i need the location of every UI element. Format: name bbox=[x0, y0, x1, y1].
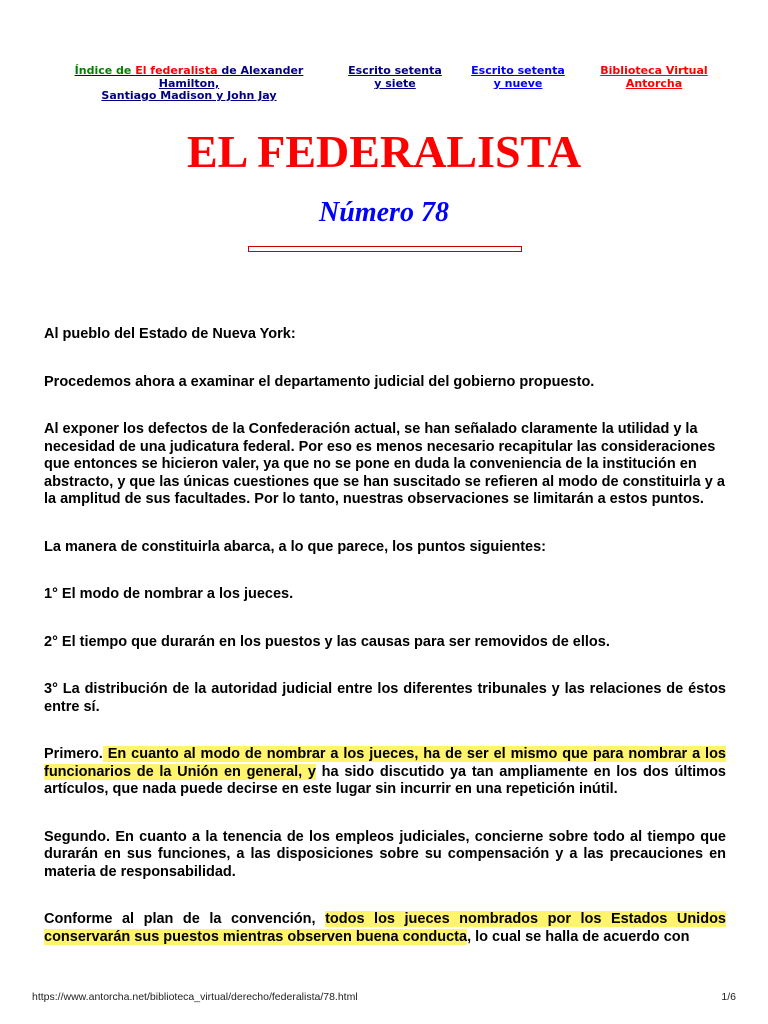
salutation: Al pueblo del Estado de Nueva York: bbox=[44, 326, 296, 342]
index-link-authors-line1: de Alexander Hamilton, bbox=[158, 64, 304, 90]
previous-link-line2: y siete bbox=[374, 76, 416, 90]
index-link-prefix: Índice de bbox=[74, 64, 136, 77]
page-title: EL FEDERALISTA bbox=[186, 126, 582, 177]
next-article-link[interactable] bbox=[468, 65, 568, 90]
next-link-line1: Escrito setenta bbox=[471, 64, 565, 77]
paragraph-first-lead: Primero. bbox=[44, 746, 103, 762]
paragraph-first bbox=[44, 746, 726, 799]
list-item-1: 1° El modo de nombrar a los jueces. bbox=[44, 586, 294, 602]
paragraph-confederation: Al exponer los defectos de la Confederación actual, se han señalado claramente la utilidad y la necesidad de una judicatura federal. Por eso es menos necesario recapitular las consideraciones que entonces se hicieron valer, ya que no se pone en duda la conveniencia de la institución en abstracto, y que las únicas cuestiones que se han suscitado se refieren al modo de constituirla y a la amplitud de sus facultades. Por lo tanto, nuestras observaciones se limitarán a estos puntos. bbox=[44, 421, 725, 507]
list-item-2: 2° El tiempo que durarán en los puestos y las causas para ser removidos de ellos. bbox=[44, 633, 610, 650]
library-link-line2: Antorcha bbox=[625, 76, 683, 90]
paragraph-convention-rest: , lo cual se halla de acuerdo con bbox=[467, 928, 690, 945]
previous-link-line1: Escrito setenta bbox=[348, 64, 442, 77]
next-link-line2: y nueve bbox=[493, 76, 543, 90]
paragraph-convention-lead: Conforme al plan de la convención, bbox=[44, 911, 326, 927]
list-item-3: 3° La distribución de la autoridad judicial entre los diferentes tribunales y las relaciones de éstos entre sí. bbox=[44, 681, 726, 715]
page-number: 1/6 bbox=[721, 991, 736, 1003]
article-body bbox=[44, 326, 726, 946]
highlighted-text: En cuanto al modo de nombrar a los jueces, ha de ser el mismo que para nombrar a los funcionarios de la Unión en general, y bbox=[44, 746, 726, 780]
paragraph-intro: Procedemos ahora a examinar el departamento judicial del gobierno propuesto. bbox=[44, 373, 595, 390]
paragraph-convention bbox=[44, 911, 726, 946]
page-url: https://www.antorcha.net/biblioteca_virtual/derecho/federalista/78.html bbox=[32, 991, 358, 1003]
paragraph-first-rest: ha sido discutido ya tan ampliamente en los dos últimos artículos, que nada puede decirse en este lugar sin incurrir en una repetición inútil. bbox=[44, 763, 726, 797]
library-link-line1: Biblioteca Virtual bbox=[600, 64, 708, 77]
index-link-authors-line2: Santiago Madison y John Jay bbox=[101, 89, 277, 102]
highlighted-text: todos los jueces nombrados por los Estados Unidos conservarán sus puestos mientras observen buena conducta bbox=[44, 911, 726, 945]
horizontal-divider bbox=[248, 246, 522, 252]
virtual-library-link[interactable] bbox=[598, 65, 710, 90]
navigation-links bbox=[0, 64, 768, 102]
paragraph-second: Segundo. En cuanto a la tenencia de los empleos judiciales, concierne sobre todo al tiempo que durarán en sus funciones, a las disposiciones sobre su compensación y a las precauciones en materia de responsabilidad. bbox=[44, 828, 726, 880]
index-link[interactable] bbox=[58, 65, 320, 103]
paragraph-points: La manera de constituirla abarca, a lo que parece, los puntos siguientes: bbox=[44, 538, 547, 555]
article-number: Número 78 bbox=[319, 197, 449, 228]
index-link-federalist: El federalista bbox=[135, 64, 218, 77]
previous-article-link[interactable] bbox=[345, 65, 445, 90]
